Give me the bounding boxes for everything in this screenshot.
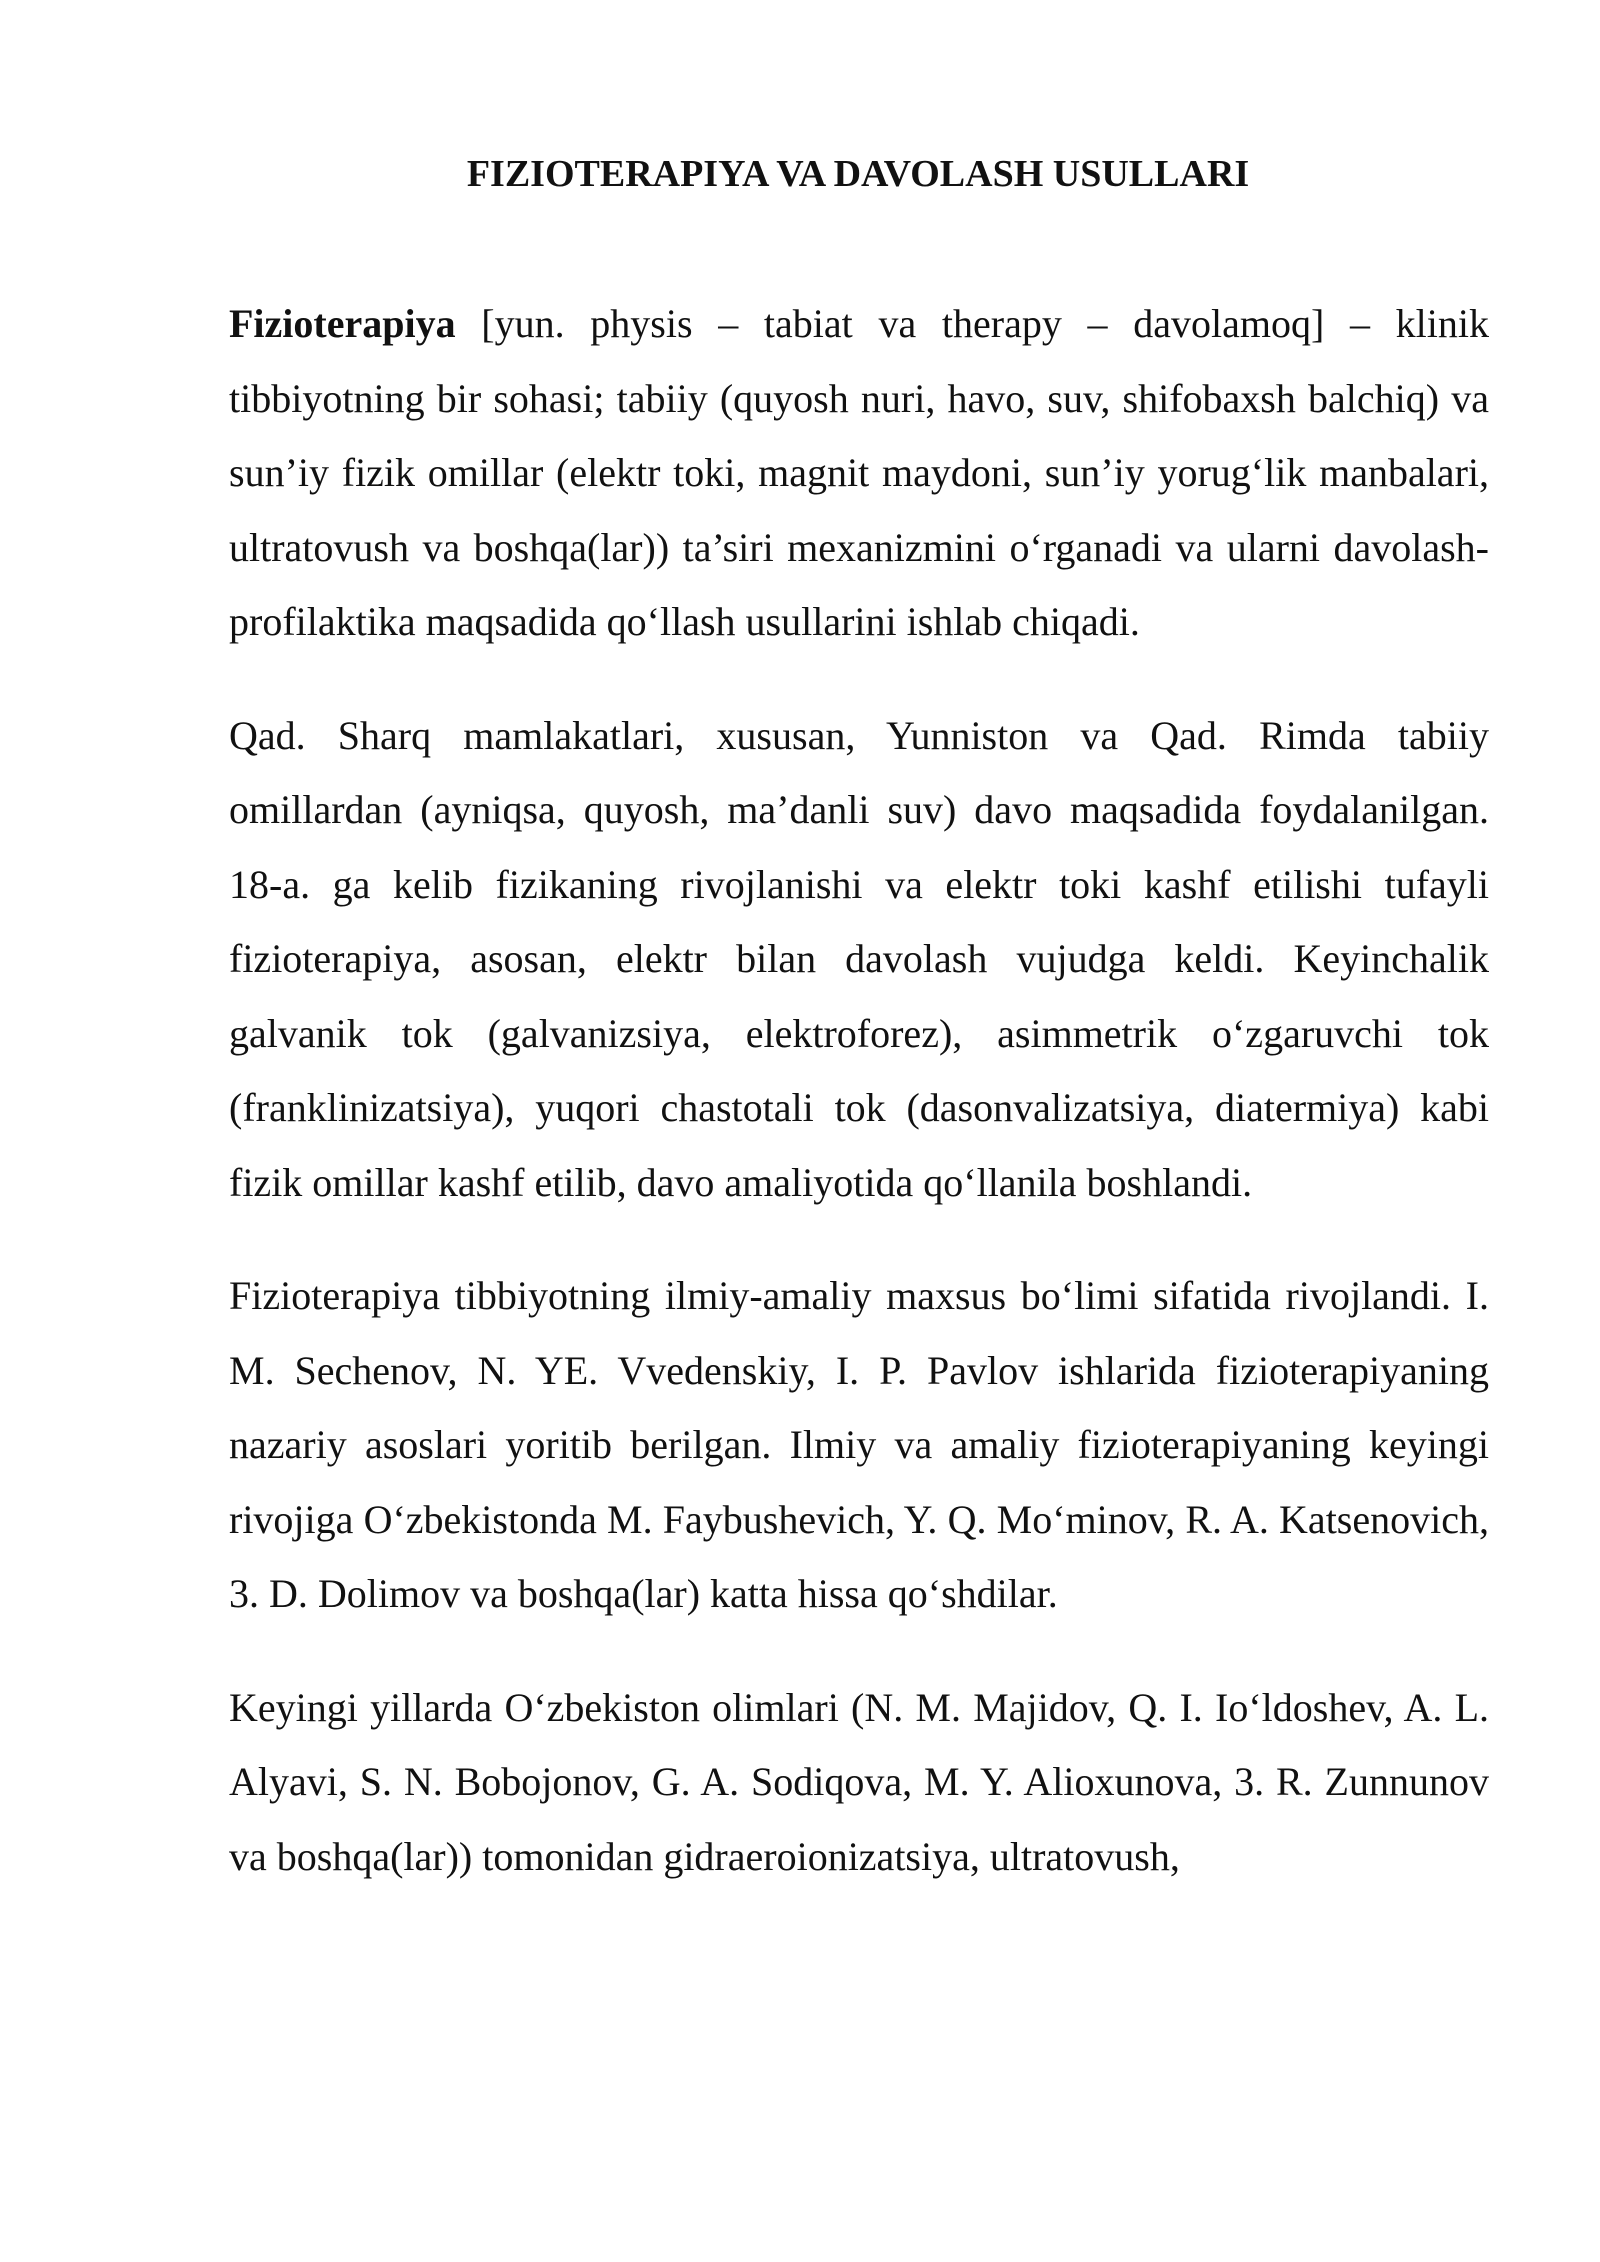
paragraph-recent-research: Keyingi yillarda O‘zbekiston olimlari (N. M. Majidov, Q. I. Io‘ldoshev, A. L. Alyavi, S. N. Bobojonov, G. A. Sodiqova, M. Y. Alioxunova, 3. R. Zunnunov va boshqa(lar)) tomonidan gidraeroionizatsiya, ultratovush, — [229, 1684, 1489, 1879]
paragraph-definition-text: [yun. physis – tabiat va therapy – davolamoq] – klinik tibbiyotning bir sohasi; tabiiy (quyosh nuri, havo, suv, shifobaxsh balchiq) va sun’iy fizik omillar (elektr toki, magnit maydoni, sun’iy yorug‘lik manbalari, ultratovush va boshqa(lar)) ta’siri mexanizmini o‘rganadi va ularni davolash-profilaktika maqsadida qo‘llash usullarini ishlab chiqadi. — [229, 301, 1489, 644]
paragraph-history: Qad. Sharq mamlakatlari, xususan, Yunniston va Qad. Rimda tabiiy omillardan (ayniqsa, quyosh, ma’danli suv) davo maqsadida foydalanilgan. 18-a. ga kelib fizikaning rivojlanishi va elektr toki kashf etilishi tufayli fizioterapiya, asosan, elektr bilan davolash vujudga keldi. Keyinchalik galvanik tok (galvanizsiya, elektroforez), asimmetrik o‘zgaruvchi tok (franklinizatsiya), yuqori chastotali tok (dasonvalizatsiya, diatermiya) kabi fizik omillar kashf etilib, davo amaliyotida qo‘llanila boshlandi. — [229, 712, 1489, 1205]
paragraph-development: Fizioterapiya tibbiyotning ilmiy-amaliy maxsus bo‘limi sifatida rivojlandi. I. M. Sechenov, N. YE. Vvedenskiy, I. P. Pavlov ishlarida fizioterapiyaning nazariy asoslari yoritib berilgan. Ilmiy va amaliy fizioterapiyaning keyingi rivojiga O‘zbekistonda M. Faybushevich, Y. Q. Mo‘minov, R. A. Katsenovich, 3. D. Dolimov va boshqa(lar) katta hissa qo‘shdilar. — [229, 1273, 1489, 1616]
document-body — [229, 287, 1489, 1933]
term-fizioterapiya: Fizioterapiya — [229, 301, 456, 346]
document-title: FIZIOTERAPIYA VA DAVOLASH USULLARI — [466, 153, 1250, 195]
paragraph-definition — [229, 287, 1489, 660]
